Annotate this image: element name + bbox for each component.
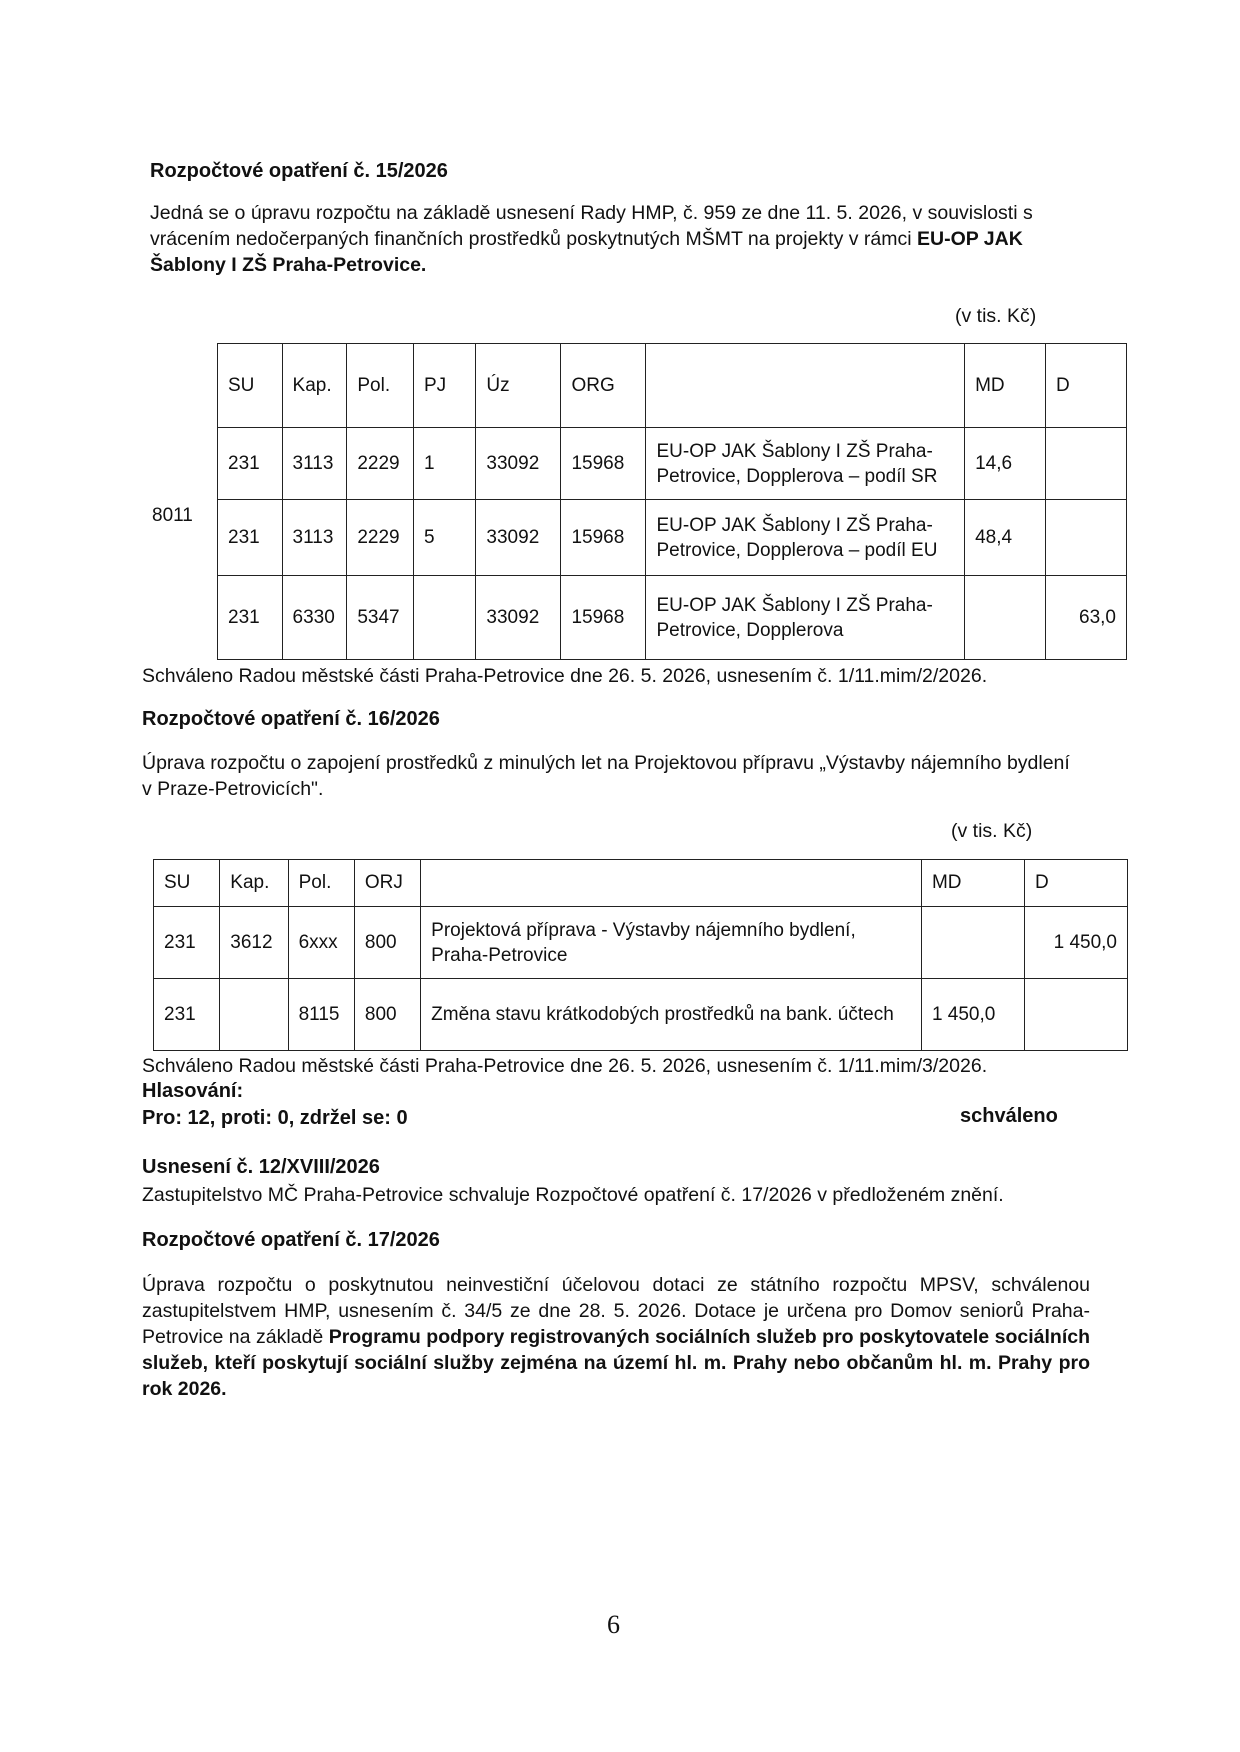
ro17-heading: Rozpočtové opatření č. 17/2026 <box>142 1229 440 1251</box>
ro16-unit: (v tis. Kč) <box>951 820 1033 842</box>
cell-pol: 2229 <box>347 500 414 576</box>
cell-pol: 6xxx <box>288 907 354 979</box>
cell-uz: 33092 <box>476 428 561 500</box>
cell-su: 231 <box>218 428 283 500</box>
cell-d: 63,0 <box>1046 576 1127 660</box>
page-number: 6 <box>607 1610 620 1639</box>
cell-desc: Projektová příprava - Výstavby nájemního bydlení, Praha-Petrovice <box>421 907 922 979</box>
header-pol: Pol. <box>288 860 354 907</box>
ro15-intro-text: Jedná se o úpravu rozpočtu na základě usnesení Rady HMP, č. 959 ze dne 11. 5. 2026, v souvislosti s vrácením nedočerpaných finančních prostředků poskytnutých MŠMT na projekty v rámci <box>150 202 1033 250</box>
ro15-intro-project: EU-OP JAK Šablony I ZŠ Praha-Petrovice. <box>150 228 1023 276</box>
cell-pol: 2229 <box>347 428 414 500</box>
ro15-row-label: 8011 <box>152 505 193 526</box>
cell-d: 1 450,0 <box>1024 907 1127 979</box>
ro15-heading: Rozpočtové opatření č. 15/2026 <box>150 160 448 182</box>
header-d: D <box>1046 344 1127 428</box>
resolution-heading: Usnesení č. 12/XVIII/2026 <box>142 1156 380 1178</box>
header-su: SU <box>218 344 283 428</box>
vote-status: schváleno <box>960 1105 1058 1127</box>
ro16-approval: Schváleno Radou městské části Praha-Petrovice dne 26. 5. 2026, usnesením č. 1/11.mim/3/2026. <box>142 1055 988 1077</box>
cell-kap: 3113 <box>282 500 347 576</box>
cell-desc: Změna stavu krátkodobých prostředků na bank. účtech <box>421 979 922 1051</box>
header-desc <box>421 860 922 907</box>
ro15-approval: Schváleno Radou městské části Praha-Petrovice dne 26. 5. 2026, usnesením č. 1/11.mim/2/2026. <box>142 665 988 687</box>
header-uz: Úz <box>476 344 561 428</box>
ro17-text-body: Úprava rozpočtu o poskytnutou neinvestiční účelovou dotaci ze státního rozpočtu MPSV, schválenou zastupitelstvem HMP, usnesením č. 34/5 ze dne 28. 5. 2026. Dotace je určena pro Domov seniorů Praha-Petrovice na základě <box>142 1274 1090 1348</box>
cell-uz: 33092 <box>476 576 561 660</box>
table-header-row <box>218 344 1127 428</box>
cell-d <box>1024 979 1127 1051</box>
cell-desc: EU-OP JAK Šablony I ZŠ Praha-Petrovice, Dopplerova <box>646 576 965 660</box>
ro15-table <box>217 343 1127 660</box>
cell-kap <box>220 979 288 1051</box>
header-su: SU <box>154 860 220 907</box>
header-md: MD <box>921 860 1024 907</box>
cell-su: 231 <box>154 907 220 979</box>
cell-md: 1 450,0 <box>921 979 1024 1051</box>
header-pj: PJ <box>413 344 475 428</box>
cell-su: 231 <box>218 500 283 576</box>
cell-pol: 5347 <box>347 576 414 660</box>
cell-pj: 1 <box>413 428 475 500</box>
cell-pj <box>413 576 475 660</box>
vote-label: Hlasování: <box>142 1080 244 1102</box>
header-orj: ORJ <box>354 860 420 907</box>
cell-org: 15968 <box>561 576 646 660</box>
ro17-text <box>142 1272 1090 1402</box>
cell-uz: 33092 <box>476 500 561 576</box>
cell-md <box>921 907 1024 979</box>
cell-pol: 8115 <box>288 979 354 1051</box>
cell-org: 15968 <box>561 500 646 576</box>
cell-org: 15968 <box>561 428 646 500</box>
cell-pj: 5 <box>413 500 475 576</box>
vote-result: Pro: 12, proti: 0, zdržel se: 0 <box>142 1107 408 1129</box>
header-desc <box>646 344 965 428</box>
cell-orj: 800 <box>354 979 420 1051</box>
header-kap: Kap. <box>220 860 288 907</box>
ro17-program: Programu podpory registrovaných sociálních služeb pro poskytovatele sociálních služeb, kteří poskytují sociální služby zejména na území hl. m. Prahy nebo občanům hl. m. Prahy pro rok 2026. <box>142 1326 1090 1400</box>
header-org: ORG <box>561 344 646 428</box>
table-row <box>154 979 1128 1051</box>
cell-md: 14,6 <box>965 428 1046 500</box>
table-header-row <box>154 860 1128 907</box>
ro16-table <box>153 859 1128 1051</box>
cell-desc: EU-OP JAK Šablony I ZŠ Praha-Petrovice, Dopplerova – podíl EU <box>646 500 965 576</box>
ro16-intro: Úprava rozpočtu o zapojení prostředků z minulých let na Projektovou přípravu „Výstavby nájemního bydlení v Praze-Petrovicích". <box>142 752 1070 800</box>
cell-orj: 800 <box>354 907 420 979</box>
cell-su: 231 <box>218 576 283 660</box>
cell-su: 231 <box>154 979 220 1051</box>
header-pol: Pol. <box>347 344 414 428</box>
cell-md <box>965 576 1046 660</box>
cell-kap: 6330 <box>282 576 347 660</box>
cell-kap: 3113 <box>282 428 347 500</box>
cell-d <box>1046 500 1127 576</box>
header-md: MD <box>965 344 1046 428</box>
ro16-heading: Rozpočtové opatření č. 16/2026 <box>142 708 440 730</box>
ro15-unit: (v tis. Kč) <box>955 305 1037 327</box>
table-row <box>218 500 1127 576</box>
cell-d <box>1046 428 1127 500</box>
header-d: D <box>1024 860 1127 907</box>
ro15-intro <box>150 200 1080 278</box>
resolution-text: Zastupitelstvo MČ Praha-Petrovice schvaluje Rozpočtové opatření č. 17/2026 v předloženém znění. <box>142 1184 1004 1206</box>
table-row <box>154 907 1128 979</box>
table-row <box>218 576 1127 660</box>
table-row <box>218 428 1127 500</box>
cell-md: 48,4 <box>965 500 1046 576</box>
cell-kap: 3612 <box>220 907 288 979</box>
cell-desc: EU-OP JAK Šablony I ZŠ Praha-Petrovice, Dopplerova – podíl SR <box>646 428 965 500</box>
header-kap: Kap. <box>282 344 347 428</box>
